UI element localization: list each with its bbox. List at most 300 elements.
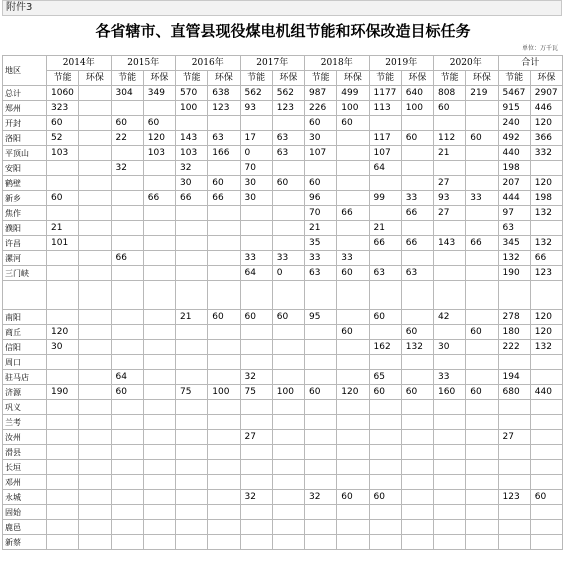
value-cell: 60 (143, 116, 175, 131)
value-cell: 66 (208, 191, 240, 206)
value-cell (498, 445, 530, 460)
value-cell (337, 535, 369, 550)
value-cell: 562 (240, 86, 272, 101)
region-name-cell: 总计 (3, 86, 47, 101)
value-cell (369, 251, 401, 266)
value-cell: 60 (530, 490, 562, 505)
value-cell: 17 (240, 131, 272, 146)
value-cell (47, 400, 79, 415)
value-cell (272, 415, 304, 430)
value-cell: 27 (434, 176, 466, 191)
value-cell: 63 (272, 146, 304, 161)
value-cell (272, 535, 304, 550)
value-cell: 112 (434, 131, 466, 146)
value-cell (111, 535, 143, 550)
value-cell (369, 176, 401, 191)
value-cell: 66 (176, 191, 208, 206)
value-cell (337, 310, 369, 325)
year-header: 2018年 (305, 56, 370, 71)
value-cell (208, 236, 240, 251)
value-cell (498, 460, 530, 475)
value-cell: 987 (305, 86, 337, 101)
value-cell (434, 415, 466, 430)
value-cell: 143 (176, 131, 208, 146)
value-cell: 63 (369, 266, 401, 281)
value-cell: 60 (401, 385, 433, 400)
value-cell (434, 161, 466, 176)
value-cell (47, 355, 79, 370)
value-cell (79, 490, 111, 505)
value-cell (498, 355, 530, 370)
value-cell (47, 251, 79, 266)
subheader-energy: 节能 (498, 71, 530, 86)
value-cell: 492 (498, 131, 530, 146)
value-cell (466, 281, 498, 310)
value-cell: 60 (305, 385, 337, 400)
value-cell: 64 (111, 370, 143, 385)
value-cell (240, 535, 272, 550)
value-cell (79, 206, 111, 221)
value-cell: 60 (369, 385, 401, 400)
table-row (3, 146, 563, 161)
table-row (3, 266, 563, 281)
value-cell (47, 310, 79, 325)
value-cell (176, 116, 208, 131)
target-table (2, 55, 563, 550)
value-cell: 132 (401, 340, 433, 355)
value-cell: 60 (337, 490, 369, 505)
value-cell: 66 (401, 236, 433, 251)
value-cell (79, 131, 111, 146)
table-row (3, 490, 563, 505)
value-cell: 32 (176, 161, 208, 176)
region-name-cell: 兰考 (3, 415, 47, 430)
value-cell: 60 (240, 310, 272, 325)
value-cell: 198 (530, 191, 562, 206)
value-cell: 93 (240, 101, 272, 116)
value-cell (337, 131, 369, 146)
value-cell: 27 (498, 430, 530, 445)
value-cell: 103 (176, 146, 208, 161)
value-cell: 66 (401, 206, 433, 221)
region-name-cell: 信阳 (3, 340, 47, 355)
value-cell (305, 505, 337, 520)
value-cell (79, 415, 111, 430)
value-cell (466, 206, 498, 221)
value-cell: 100 (176, 101, 208, 116)
year-header: 2020年 (434, 56, 499, 71)
value-cell (240, 355, 272, 370)
value-cell (272, 116, 304, 131)
value-cell: 915 (498, 101, 530, 116)
value-cell (401, 176, 433, 191)
value-cell (272, 236, 304, 251)
value-cell: 60 (337, 116, 369, 131)
value-cell: 70 (305, 206, 337, 221)
value-cell (337, 520, 369, 535)
value-cell (369, 505, 401, 520)
subheader-energy: 节能 (305, 71, 337, 86)
table-row (3, 310, 563, 325)
value-cell (79, 520, 111, 535)
value-cell (79, 535, 111, 550)
value-cell (79, 400, 111, 415)
value-cell (176, 460, 208, 475)
value-cell: 27 (240, 430, 272, 445)
value-cell (434, 281, 466, 310)
value-cell: 132 (530, 236, 562, 251)
table-row (3, 535, 563, 550)
value-cell (337, 415, 369, 430)
value-cell: 52 (47, 131, 79, 146)
value-cell (176, 236, 208, 251)
region-name-cell (3, 281, 47, 310)
value-cell (176, 520, 208, 535)
value-cell (111, 325, 143, 340)
value-cell (401, 475, 433, 490)
value-cell (466, 415, 498, 430)
value-cell: 120 (530, 310, 562, 325)
value-cell (208, 340, 240, 355)
value-cell (79, 281, 111, 310)
value-cell (401, 535, 433, 550)
value-cell (111, 490, 143, 505)
subheader-energy: 节能 (47, 71, 79, 86)
value-cell (208, 281, 240, 310)
value-cell (530, 161, 562, 176)
value-cell: 21 (434, 146, 466, 161)
value-cell: 278 (498, 310, 530, 325)
value-cell: 32 (240, 370, 272, 385)
value-cell (79, 340, 111, 355)
value-cell: 103 (143, 146, 175, 161)
value-cell (466, 430, 498, 445)
value-cell (143, 101, 175, 116)
value-cell: 60 (337, 325, 369, 340)
value-cell: 75 (240, 385, 272, 400)
year-header: 2014年 (47, 56, 112, 71)
value-cell (530, 460, 562, 475)
value-cell (111, 355, 143, 370)
value-cell (272, 340, 304, 355)
value-cell (240, 325, 272, 340)
value-cell (466, 116, 498, 131)
table-row (3, 191, 563, 206)
value-cell: 63 (272, 131, 304, 146)
value-cell: 60 (47, 191, 79, 206)
value-cell (208, 355, 240, 370)
region-name-cell: 濮阳 (3, 221, 47, 236)
value-cell (240, 505, 272, 520)
value-cell (272, 430, 304, 445)
value-cell (79, 355, 111, 370)
table-row (3, 505, 563, 520)
region-name-cell: 鹿邑 (3, 520, 47, 535)
value-cell (143, 460, 175, 475)
value-cell (111, 505, 143, 520)
value-cell (143, 385, 175, 400)
value-cell (111, 460, 143, 475)
table-row (3, 221, 563, 236)
value-cell: 162 (369, 340, 401, 355)
year-header: 2019年 (369, 56, 434, 71)
value-cell (240, 221, 272, 236)
value-cell (143, 251, 175, 266)
value-cell (401, 355, 433, 370)
value-cell (47, 430, 79, 445)
value-cell (305, 460, 337, 475)
value-cell: 33 (401, 191, 433, 206)
value-cell: 638 (208, 86, 240, 101)
value-cell: 42 (434, 310, 466, 325)
value-cell (111, 445, 143, 460)
value-cell (143, 176, 175, 191)
value-cell (272, 520, 304, 535)
value-cell: 123 (208, 101, 240, 116)
region-name-cell: 郑州 (3, 101, 47, 116)
value-cell: 100 (337, 101, 369, 116)
value-cell: 60 (337, 266, 369, 281)
value-cell (176, 505, 208, 520)
value-cell (466, 101, 498, 116)
value-cell (434, 520, 466, 535)
value-cell (401, 251, 433, 266)
value-cell (208, 161, 240, 176)
value-cell: 332 (530, 146, 562, 161)
value-cell (47, 206, 79, 221)
value-cell (530, 520, 562, 535)
value-cell (111, 146, 143, 161)
value-cell (337, 430, 369, 445)
value-cell (401, 221, 433, 236)
value-cell (466, 520, 498, 535)
region-name-cell: 平顶山 (3, 146, 47, 161)
value-cell (47, 415, 79, 430)
value-cell: 117 (369, 131, 401, 146)
value-cell: 100 (208, 385, 240, 400)
value-cell (337, 460, 369, 475)
value-cell: 440 (498, 146, 530, 161)
value-cell (143, 400, 175, 415)
subheader-env: 环保 (208, 71, 240, 86)
value-cell: 33 (434, 370, 466, 385)
value-cell (208, 415, 240, 430)
value-cell (337, 236, 369, 251)
value-cell (498, 475, 530, 490)
value-cell (208, 445, 240, 460)
value-cell: 33 (240, 251, 272, 266)
value-cell: 60 (434, 101, 466, 116)
value-cell (143, 445, 175, 460)
value-cell (530, 355, 562, 370)
value-cell (79, 385, 111, 400)
value-cell: 100 (272, 385, 304, 400)
value-cell (111, 475, 143, 490)
value-cell (208, 505, 240, 520)
value-cell: 444 (498, 191, 530, 206)
value-cell: 808 (434, 86, 466, 101)
table-row (3, 445, 563, 460)
value-cell (47, 281, 79, 310)
value-cell (530, 370, 562, 385)
value-cell (305, 535, 337, 550)
value-cell (240, 460, 272, 475)
region-name-cell: 巩义 (3, 400, 47, 415)
value-cell (337, 445, 369, 460)
table-row (3, 206, 563, 221)
subheader-energy: 节能 (111, 71, 143, 86)
value-cell (208, 535, 240, 550)
value-cell: 60 (47, 116, 79, 131)
value-cell (337, 191, 369, 206)
value-cell: 33 (337, 251, 369, 266)
value-cell (47, 505, 79, 520)
value-cell: 132 (530, 340, 562, 355)
region-name-cell: 开封 (3, 116, 47, 131)
table-row (3, 370, 563, 385)
value-cell (337, 176, 369, 191)
value-cell (208, 116, 240, 131)
value-cell (79, 475, 111, 490)
value-cell (305, 430, 337, 445)
value-cell: 101 (47, 236, 79, 251)
region-name-cell: 邓州 (3, 475, 47, 490)
value-cell (143, 161, 175, 176)
value-cell (208, 475, 240, 490)
value-cell (47, 370, 79, 385)
value-cell (208, 430, 240, 445)
region-name-cell: 洛阳 (3, 131, 47, 146)
value-cell (498, 415, 530, 430)
value-cell: 30 (305, 131, 337, 146)
region-name-cell: 三门峡 (3, 266, 47, 281)
value-cell: 120 (337, 385, 369, 400)
region-name-cell: 滑县 (3, 445, 47, 460)
value-cell (240, 520, 272, 535)
value-cell: 27 (434, 206, 466, 221)
value-cell: 107 (305, 146, 337, 161)
value-cell: 562 (272, 86, 304, 101)
value-cell (47, 460, 79, 475)
value-cell (143, 236, 175, 251)
value-cell (337, 505, 369, 520)
value-cell (401, 370, 433, 385)
value-cell (369, 460, 401, 475)
value-cell: 680 (498, 385, 530, 400)
value-cell: 66 (111, 251, 143, 266)
value-cell (111, 310, 143, 325)
value-cell (530, 430, 562, 445)
value-cell (530, 281, 562, 310)
value-cell: 30 (240, 191, 272, 206)
value-cell (208, 490, 240, 505)
value-cell (176, 490, 208, 505)
region-name-cell: 永城 (3, 490, 47, 505)
value-cell (176, 400, 208, 415)
value-cell: 99 (369, 191, 401, 206)
value-cell (176, 475, 208, 490)
value-cell (111, 206, 143, 221)
value-cell (272, 400, 304, 415)
value-cell: 30 (47, 340, 79, 355)
value-cell: 22 (111, 131, 143, 146)
value-cell (401, 415, 433, 430)
region-name-cell: 漯河 (3, 251, 47, 266)
table-row (3, 355, 563, 370)
value-cell (466, 535, 498, 550)
table-row (3, 400, 563, 415)
value-cell: 60 (208, 310, 240, 325)
region-name-cell: 许昌 (3, 236, 47, 251)
value-cell: 323 (47, 101, 79, 116)
value-cell (143, 340, 175, 355)
value-cell (143, 281, 175, 310)
table-row (3, 251, 563, 266)
value-cell: 65 (369, 370, 401, 385)
value-cell (498, 400, 530, 415)
value-cell (401, 116, 433, 131)
value-cell (176, 325, 208, 340)
value-cell (176, 266, 208, 281)
value-cell (466, 251, 498, 266)
value-cell (466, 445, 498, 460)
table-row (3, 520, 563, 535)
value-cell (79, 505, 111, 520)
value-cell (176, 281, 208, 310)
region-name-cell: 济源 (3, 385, 47, 400)
value-cell: 366 (530, 131, 562, 146)
value-cell (143, 505, 175, 520)
value-cell: 190 (498, 266, 530, 281)
value-cell (176, 340, 208, 355)
value-cell (337, 281, 369, 310)
region-name-cell: 焦作 (3, 206, 47, 221)
table-row (3, 86, 563, 101)
table-row (3, 116, 563, 131)
value-cell: 63 (208, 131, 240, 146)
subheader-energy: 节能 (434, 71, 466, 86)
value-cell (208, 370, 240, 385)
region-name-cell: 南阳 (3, 310, 47, 325)
subheader-env: 环保 (466, 71, 498, 86)
value-cell (498, 535, 530, 550)
value-cell: 21 (176, 310, 208, 325)
value-cell (143, 355, 175, 370)
region-name-cell: 商丘 (3, 325, 47, 340)
value-cell: 64 (240, 266, 272, 281)
value-cell (143, 535, 175, 550)
value-cell: 60 (466, 325, 498, 340)
year-header: 合计 (498, 56, 563, 71)
subheader-env: 环保 (337, 71, 369, 86)
region-name-cell: 周口 (3, 355, 47, 370)
table-row (3, 281, 563, 310)
value-cell (79, 310, 111, 325)
value-cell (305, 475, 337, 490)
value-cell (272, 325, 304, 340)
value-cell (47, 535, 79, 550)
value-cell (272, 505, 304, 520)
value-cell (466, 161, 498, 176)
table-row (3, 430, 563, 445)
value-cell: 33 (305, 251, 337, 266)
value-cell (111, 266, 143, 281)
value-cell (272, 281, 304, 310)
value-cell: 143 (434, 236, 466, 251)
value-cell (111, 236, 143, 251)
value-cell: 103 (47, 146, 79, 161)
value-cell (305, 325, 337, 340)
